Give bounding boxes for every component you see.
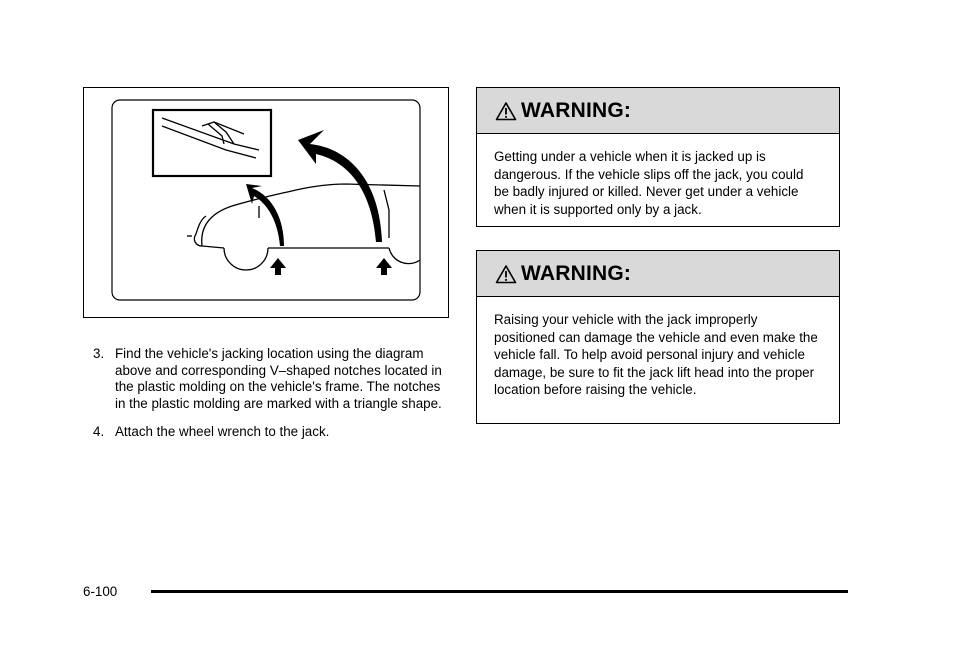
lift-arrow-small: [246, 184, 284, 246]
jacking-diagram-illustration: [84, 88, 450, 319]
warning-header: [477, 251, 839, 297]
jacking-diagram-frame: [83, 87, 449, 318]
footer-rule: [151, 590, 848, 593]
jack-point-arrow-front: [270, 258, 286, 275]
warning-triangle-icon: [495, 264, 517, 284]
warning-box-jack-positioning: [476, 250, 840, 424]
warning-header: [477, 88, 839, 134]
step-number: 3.: [93, 346, 105, 361]
step-text: Find the vehicle's jacking location using the diagram above and corresponding V–shaped notches located in the plastic molding on the vehicle's frame. The notches in the plastic molding are marked with a triangle shape.: [115, 346, 442, 411]
detail-inset-box: [153, 110, 271, 176]
warning-body: Getting under a vehicle when it is jacked up is dangerous. If the vehicle slips off the jack, you could be badly injured or killed. Never get under a vehicle when it is supported only by a jack.: [494, 149, 804, 217]
step-item: [93, 424, 453, 441]
page-number: 6-100: [83, 584, 118, 599]
lift-arrow-large: [298, 130, 382, 242]
warning-triangle-icon: [495, 101, 517, 121]
warning-title: WARNING:: [521, 261, 632, 285]
jack-point-arrow-rear: [376, 258, 392, 275]
instruction-steps: [93, 346, 453, 453]
step-number: 4.: [93, 424, 105, 440]
warning-box-jack-safety: [476, 87, 840, 227]
warning-title: WARNING:: [521, 98, 632, 122]
step-item: [93, 346, 453, 412]
vehicle-outline: [187, 184, 420, 270]
warning-body: Raising your vehicle with the jack improperly positioned can damage the vehicle and even make the vehicle fall. To help avoid personal injury and vehicle damage, be sure to fit the jack lift head into the proper location before raising the vehicle.: [494, 312, 818, 398]
step-text: Attach the wheel wrench to the jack.: [115, 424, 330, 440]
